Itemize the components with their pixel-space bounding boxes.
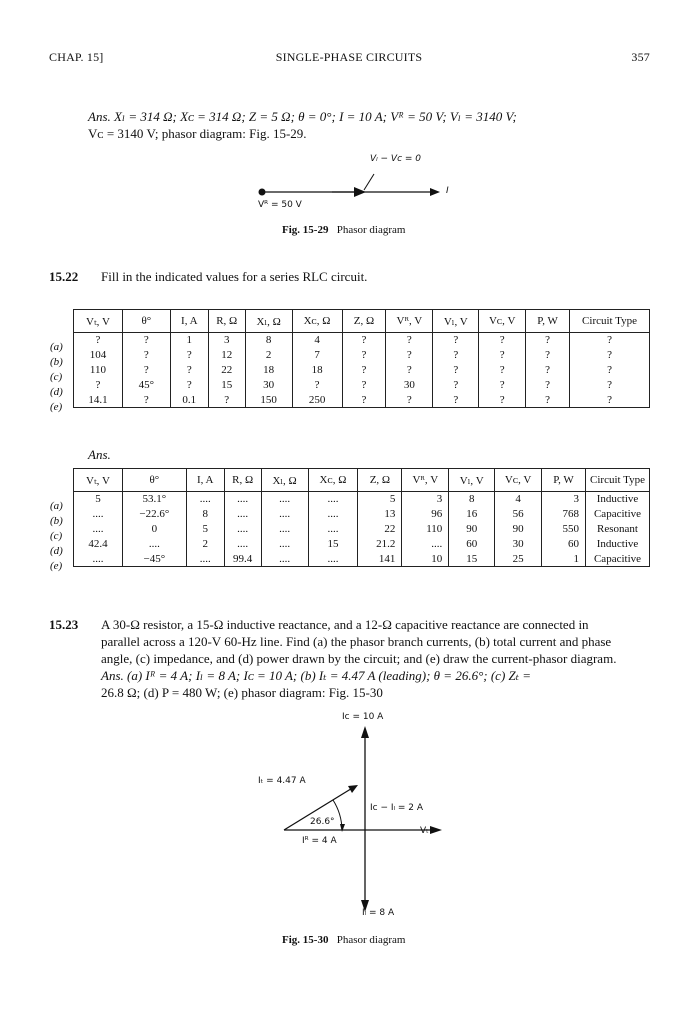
table-cell: ? [170, 348, 208, 363]
problem-15-23-number: 15.23 [49, 617, 79, 632]
table-cell: ? [433, 348, 479, 363]
table-cell: 60 [542, 537, 586, 552]
table-cell: ? [433, 363, 479, 378]
table1-header-cell: Vᴄ, V [479, 310, 526, 333]
table-cell: Inductive [585, 492, 649, 507]
table-cell: 60 [449, 537, 495, 552]
table-cell: .... [74, 552, 123, 567]
fig29-caption-number: Fig. 15-29 [282, 224, 329, 236]
table-cell: 53.1° [122, 492, 186, 507]
table2-row-label: (e) [50, 560, 63, 572]
table-cell: ? [479, 393, 526, 408]
table-cell: ? [526, 333, 570, 348]
table2-row-label: (a) [50, 500, 63, 512]
table-cell: ? [526, 348, 570, 363]
running-title: SINGLE-PHASE CIRCUITS [275, 50, 423, 64]
table-cell: 12 [208, 348, 245, 363]
table-cell: 0 [122, 522, 186, 537]
table-cell: ? [570, 333, 650, 348]
table-cell: Capacitive [585, 552, 649, 567]
table2-header-cell: Vᴄ, V [495, 469, 542, 492]
table-cell: ? [74, 333, 123, 348]
table-cell: .... [261, 492, 308, 507]
table-cell: 1 [542, 552, 586, 567]
table-cell: 18 [245, 363, 292, 378]
fig30-label-ic: Iᴄ = 10 A [342, 712, 384, 722]
table2-header-cell: I, A [186, 469, 224, 492]
table1-row-label: (b) [50, 356, 63, 368]
table-cell: ? [342, 363, 386, 378]
table-cell: 1 [170, 333, 208, 348]
fig30-caption-number: Fig. 15-30 [282, 934, 329, 946]
table-cell: 3 [402, 492, 449, 507]
fig29-label-vl-vc: Vₗ − Vᴄ = 0 [370, 154, 422, 164]
table-cell: ? [479, 348, 526, 363]
table2-row-labels [50, 499, 63, 574]
table-cell: 90 [495, 522, 542, 537]
fig30-label-vt: Vₜ [420, 826, 429, 836]
vt-arrowhead-icon [430, 826, 442, 834]
leader-line [364, 174, 374, 190]
table1-row-label: (e) [50, 401, 63, 413]
table2-header-cell: Circuit Type [585, 469, 649, 492]
table2-header-cell: Xᴄ, Ω [308, 469, 358, 492]
page-number: 357 [631, 50, 650, 64]
table-cell: 110 [74, 363, 123, 378]
table-cell: 96 [402, 507, 449, 522]
table-cell: 22 [358, 522, 402, 537]
table-cell: ? [433, 378, 479, 393]
table-cell: 5 [186, 522, 224, 537]
table-cell: ? [479, 333, 526, 348]
table-cell: 2 [186, 537, 224, 552]
table-cell: .... [224, 492, 261, 507]
fig30-label-il: Iₗ = 8 A [362, 908, 395, 918]
table-cell: ? [570, 363, 650, 378]
table-cell: .... [74, 522, 123, 537]
fig29-label-i: I [446, 186, 449, 196]
table-cell: ? [479, 378, 526, 393]
table-row [74, 492, 650, 507]
table-cell: .... [186, 552, 224, 567]
table2-row-label: (c) [50, 530, 63, 542]
table-cell: 90 [449, 522, 495, 537]
problem-15-23-line: 26.8 Ω; (d) P = 480 W; (e) phasor diagram: Fig. 15-30 [101, 685, 383, 700]
table-cell: ? [342, 378, 386, 393]
table-cell: 250 [292, 393, 342, 408]
table-cell: ? [122, 333, 170, 348]
table-cell: ? [479, 363, 526, 378]
table-cell: .... [122, 537, 186, 552]
table-cell: ? [433, 393, 479, 408]
table-cell: 15 [208, 378, 245, 393]
fig30-caption [282, 934, 405, 946]
table-cell: ? [526, 393, 570, 408]
table2-row-label: (b) [50, 515, 63, 527]
table-cell: ? [342, 333, 386, 348]
problem-15-23-line: angle, (c) impedance, and (d) power drawn by the circuit; and (e) draw the current-phasor diagram. [101, 651, 617, 666]
rlc-answer-table [73, 468, 650, 567]
table-row [74, 522, 650, 537]
table-cell: ? [342, 348, 386, 363]
table-cell: 30 [495, 537, 542, 552]
table-cell: 18 [292, 363, 342, 378]
fig-15-30-diagram [270, 720, 470, 920]
problem-15-23-line: A 30-Ω resistor, a 15-Ω inductive reactance, and a 12-Ω capacitive reactance are connected in [101, 617, 589, 632]
table1-header-cell: I, A [170, 310, 208, 333]
table2-header-cell: θ° [122, 469, 186, 492]
table-cell: 15 [449, 552, 495, 567]
table-cell: .... [224, 522, 261, 537]
table-cell: .... [224, 537, 261, 552]
table-cell: 45° [122, 378, 170, 393]
table-cell: 150 [245, 393, 292, 408]
table1-header-cell: Vₗ, V [433, 310, 479, 333]
it-arrowhead-icon [348, 785, 358, 793]
table2-header-row [74, 469, 650, 492]
table-cell: 4 [292, 333, 342, 348]
current-arrowhead-icon [430, 188, 440, 196]
table1-header-cell: Z, Ω [342, 310, 386, 333]
table-row [74, 537, 650, 552]
table-cell: 0.1 [170, 393, 208, 408]
table1-header-row [74, 310, 650, 333]
table-cell: ? [386, 393, 433, 408]
table-cell: 8 [449, 492, 495, 507]
table-cell: 3 [208, 333, 245, 348]
table-cell: 13 [358, 507, 402, 522]
table-row [74, 363, 650, 378]
fig30-caption-text: Phasor diagram [336, 934, 406, 946]
table-cell: .... [261, 507, 308, 522]
table-cell: ? [433, 333, 479, 348]
angle-arc-arrow-icon [340, 824, 345, 832]
table-cell: 8 [245, 333, 292, 348]
table2-header-cell: Vₜ, V [74, 469, 123, 492]
fig29-caption [282, 224, 405, 236]
table-cell: 30 [245, 378, 292, 393]
table-row [74, 378, 650, 393]
table-cell: .... [402, 537, 449, 552]
table-cell: 56 [495, 507, 542, 522]
table-cell: .... [308, 492, 358, 507]
table-cell: .... [261, 522, 308, 537]
answer-line-2: Vᴄ = 3140 V; phasor diagram: Fig. 15-29. [88, 126, 307, 141]
table-cell: ? [386, 333, 433, 348]
table2-row-label: (d) [50, 545, 63, 557]
table-cell: 30 [386, 378, 433, 393]
table2-header-cell: Vₗ, V [449, 469, 495, 492]
table1-header-cell: Vᴿ, V [386, 310, 433, 333]
table-cell: .... [224, 507, 261, 522]
table-row [74, 348, 650, 363]
table-cell: 141 [358, 552, 402, 567]
table-cell: 3 [542, 492, 586, 507]
table-cell: .... [186, 492, 224, 507]
table-cell: .... [308, 522, 358, 537]
table-cell: 14.1 [74, 393, 123, 408]
table-cell: 2 [245, 348, 292, 363]
table1-header-cell: Xᴄ, Ω [292, 310, 342, 333]
table2-header-cell: R, Ω [224, 469, 261, 492]
answer-line-1: Ans. Xₗ = 314 Ω; Xᴄ = 314 Ω; Z = 5 Ω; θ = 0°; I = 10 A; Vᴿ = 50 V; Vₗ = 3140 V; [88, 109, 517, 124]
fig30-label-angle: 26.6° [310, 817, 335, 827]
table-cell: 5 [358, 492, 402, 507]
table-cell: 104 [74, 348, 123, 363]
table-cell: 7 [292, 348, 342, 363]
table-cell: ? [570, 378, 650, 393]
table-cell: .... [261, 537, 308, 552]
table-cell: ? [122, 363, 170, 378]
table-cell: 99.4 [224, 552, 261, 567]
table1-header-cell: Circuit Type [570, 310, 650, 333]
table-cell: ? [122, 393, 170, 408]
table-cell: 8 [186, 507, 224, 522]
table-cell: ? [122, 348, 170, 363]
table2-header-cell: Z, Ω [358, 469, 402, 492]
table-cell: 22 [208, 363, 245, 378]
table-cell: 5 [74, 492, 123, 507]
table-cell: 550 [542, 522, 586, 537]
rlc-problem-table [73, 309, 650, 408]
fig29-label-vr: Vᴿ = 50 V [258, 200, 302, 210]
table2-header-cell: Xₗ, Ω [261, 469, 308, 492]
problem-15-22-number: 15.22 [49, 269, 79, 284]
table2-header-cell: P, W [542, 469, 586, 492]
table1-header-cell: Xₗ, Ω [245, 310, 292, 333]
fig30-label-ir: Iᴿ = 4 A [302, 836, 337, 846]
table-cell: 15 [308, 537, 358, 552]
table2-header-cell: Vᴿ, V [402, 469, 449, 492]
table1-row-label: (c) [50, 371, 63, 383]
table-cell: −22.6° [122, 507, 186, 522]
table-row [74, 552, 650, 567]
table-cell: ? [386, 363, 433, 378]
problem-15-23-line: parallel across a 120-V 60-Hz line. Find (a) the phasor branch currents, (b) total current and phase [101, 634, 612, 649]
table-cell: ? [208, 393, 245, 408]
table-cell: ? [170, 363, 208, 378]
table-cell: .... [308, 507, 358, 522]
table-cell: 16 [449, 507, 495, 522]
table-cell: Inductive [585, 537, 649, 552]
table-cell: −45° [122, 552, 186, 567]
table-cell: ? [526, 363, 570, 378]
table-cell: ? [342, 393, 386, 408]
fig29-caption-text: Phasor diagram [336, 224, 406, 236]
table-cell: ? [386, 348, 433, 363]
table-cell: Capacitive [585, 507, 649, 522]
ans-label: Ans. [88, 447, 111, 462]
fig30-label-ic-il: Iᴄ − Iₗ = 2 A [370, 803, 424, 813]
table-cell: 21.2 [358, 537, 402, 552]
table1-row-label: (d) [50, 386, 63, 398]
table-cell: .... [308, 552, 358, 567]
table-row [74, 333, 650, 348]
problem-15-22-text: Fill in the indicated values for a series RLC circuit. [101, 269, 368, 284]
table1-header-cell: P, W [526, 310, 570, 333]
problem-15-23-line: Ans. (a) Iᴿ = 4 A; Iₗ = 8 A; Iᴄ = 10 A; (b) Iₜ = 4.47 A (leading); θ = 26.6°; (c) Zₜ = [101, 668, 531, 683]
table-cell: ? [526, 378, 570, 393]
table1-header-cell: θ° [122, 310, 170, 333]
table-cell: Resonant [585, 522, 649, 537]
table-cell: ? [170, 378, 208, 393]
table-cell: ? [570, 348, 650, 363]
chapter-label: CHAP. 15] [49, 50, 104, 64]
table1-row-label: (a) [50, 341, 63, 353]
fig30-label-it: Iₜ = 4.47 A [258, 776, 306, 786]
table-row [74, 507, 650, 522]
table1-header-cell: Vₜ, V [74, 310, 123, 333]
table-row [74, 393, 650, 408]
table-cell: ? [292, 378, 342, 393]
table-cell: ? [570, 393, 650, 408]
table-cell: 10 [402, 552, 449, 567]
table-cell: 4 [495, 492, 542, 507]
table1-header-cell: R, Ω [208, 310, 245, 333]
table-cell: 110 [402, 522, 449, 537]
table-cell: 768 [542, 507, 586, 522]
table-cell: .... [74, 507, 123, 522]
vr-arrowhead-icon [354, 187, 366, 197]
table1-row-labels [50, 340, 63, 415]
table-cell: ? [74, 378, 123, 393]
table-cell: 25 [495, 552, 542, 567]
table-cell: .... [261, 552, 308, 567]
table-cell: 42.4 [74, 537, 123, 552]
ic-arrowhead-icon [361, 726, 369, 738]
